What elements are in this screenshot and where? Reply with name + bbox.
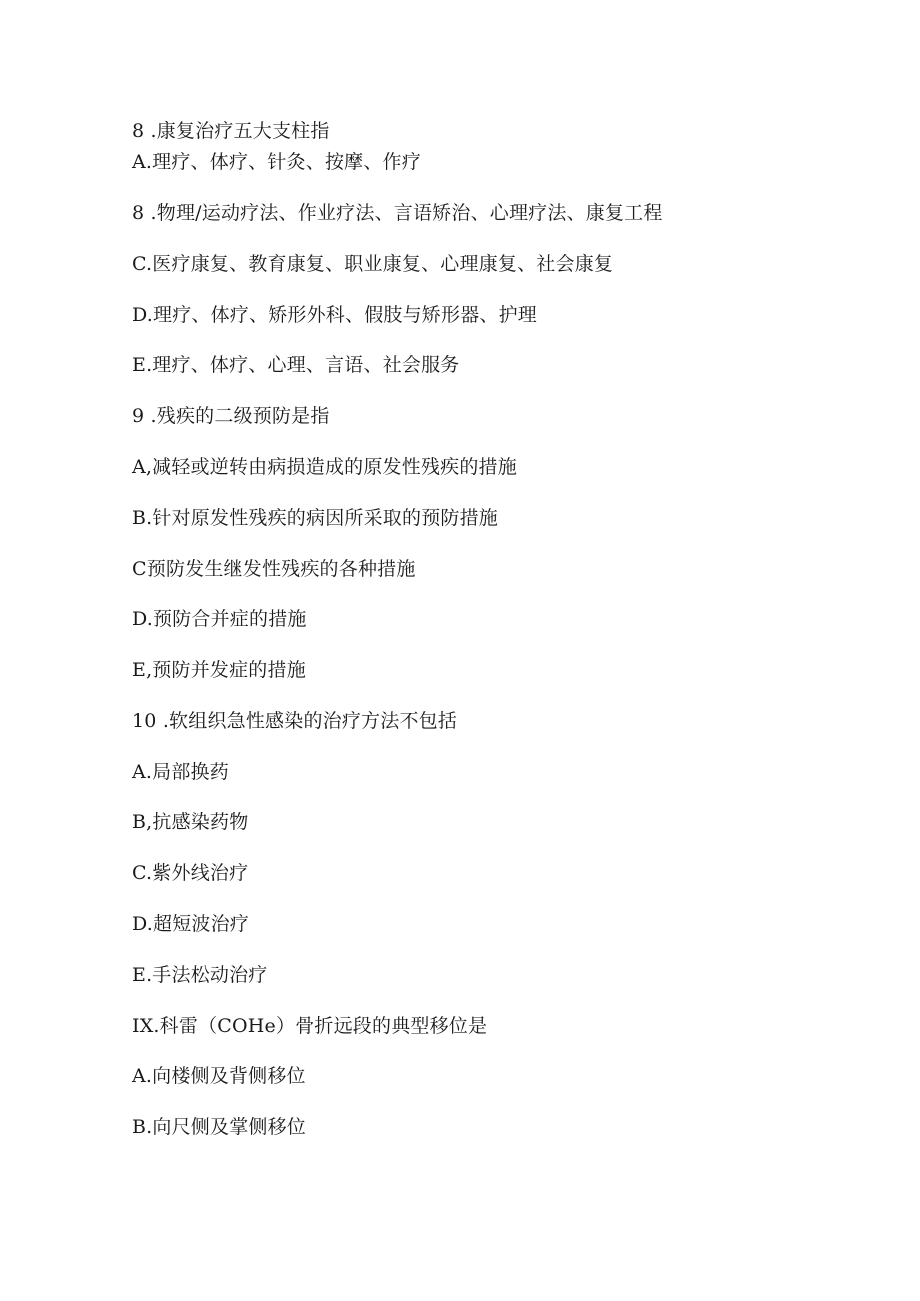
question-11-option-b: B.向尺侧及掌侧移位 — [132, 1116, 307, 1138]
question-9-option-a: A,减轻或逆转由病损造成的原发性残疾的措施 — [132, 456, 517, 478]
question-9-option-b: B.针对原发性残疾的病因所采取的预防措施 — [132, 507, 499, 529]
question-8-option-d: D.理疗、体疗、矫形外科、假肢与矫形器、护理 — [132, 304, 537, 326]
question-9-option-d: D.预防合并症的措施 — [132, 608, 307, 630]
question-10-option-e: E.手法松动治疗 — [132, 964, 268, 986]
question-8-option-e: E.理疗、体疗、心理、言语、社会服务 — [132, 354, 460, 376]
question-10-option-b: B,抗感染药物 — [132, 811, 249, 833]
question-8-stem: 8 .康复治疗五大支柱指 — [132, 120, 330, 142]
question-10-stem: 10 .软组织急性感染的治疗方法不包括 — [132, 710, 458, 732]
question-10-option-a: A.局部换药 — [132, 761, 229, 783]
question-11-stem: IX.科雷（COHe）骨折远段的典型移位是 — [132, 1015, 488, 1037]
question-9-option-e: E,预防并发症的措施 — [132, 659, 306, 681]
question-8-option-c: C.医疗康复、教育康复、职业康复、心理康复、社会康复 — [132, 253, 614, 275]
question-10-option-d: D.超短波治疗 — [132, 913, 249, 935]
question-9-option-c: C预防发生继发性残疾的各种措施 — [132, 558, 416, 580]
question-8-option-a: A.理疗、体疗、针灸、按摩、作疗 — [132, 151, 421, 173]
question-8-option-b: 8 .物理/运动疗法、作业疗法、言语矫治、心理疗法、康复工程 — [132, 202, 663, 224]
question-11-option-a: A.向楼侧及背侧移位 — [132, 1065, 306, 1087]
question-9-stem: 9 .残疾的二级预防是指 — [132, 405, 330, 427]
question-10-option-c: C.紫外线治疗 — [132, 862, 249, 884]
